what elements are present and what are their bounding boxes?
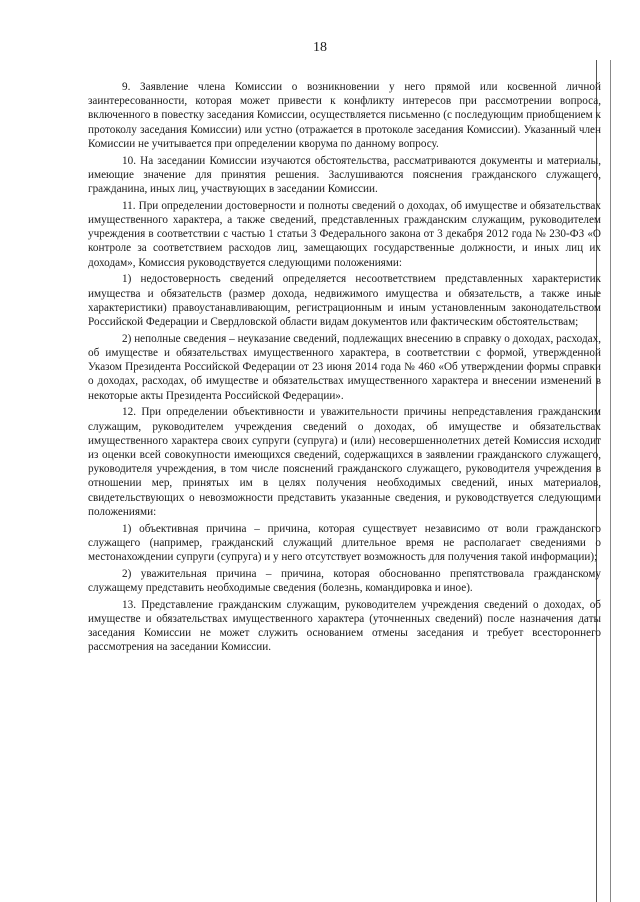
paragraph-11: 11. При определении достоверности и полноты сведений о доходах, об имуществе и обязательствах имущественного характера, а также сведений, представленных гражданским служащим, руководителем учреждения в соответствии с частью 1 статьи 3 Федерального закона от 3 декабря 2012 года № 230-ФЗ «О контроле за соответствием расходов лиц, замещающих государственные должности, и иных лиц их доходам», Комиссия руководствуется следующими положениями: [88, 199, 601, 269]
document-body [88, 80, 601, 657]
paragraph-12-item-2: 2) уважительная причина – причина, которая обоснованно препятствовала гражданскому служащему представить необходимые сведения (болезнь, командировка и иное). [88, 567, 601, 595]
scan-edge-line [610, 60, 611, 902]
paragraph-10: 10. На заседании Комиссии изучаются обстоятельства, рассматриваются документы и материалы, имеющие значение для принятия решения. Заслушиваются пояснения гражданского служащего, гражданина, иных лиц, участвующих в заседании Комиссии. [88, 154, 601, 196]
paragraph-12-item-1: 1) объективная причина – причина, которая существует независимо от воли гражданского служащего (например, гражданский служащий длительное время не располагает сведениями о местонахождении супруги (супруга) и у него отсутствует возможность для получения такой информации); [88, 522, 601, 564]
paragraph-11-item-2: 2) неполные сведения – неуказание сведений, подлежащих внесению в справку о доходах, расходах, об имуществе и обязательствах имущественного характера, в соответствии с формой, утвержденной Указом Президента Российской Федерации от 23 июня 2014 года № 460 «Об утверждении формы справки о доходах, расходах, об имуществе и обязательствах имущественного характера и внесении изменений в некоторые акты Президента Российской Федерации». [88, 332, 601, 402]
paragraph-9: 9. Заявление члена Комиссии о возникновении у него прямой или косвенной личной заинтересованности, которая может привести к конфликту интересов при рассмотрении вопроса, включенного в повестку заседания Комиссии, осуществляется письменно (с последующим приобщением к протоколу заседания Комиссии) или устно (отражается в протоколе заседания Комиссии). Указанный член Комиссии не учитывается при определении кворума по данному вопросу. [88, 81, 601, 150]
paragraph-13: 13. Представление гражданским служащим, руководителем учреждения сведений о доходах, об имуществе и обязательствах имущественного характера (уточненных сведений) после назначения даты заседания Комиссии не может служить основанием отмены заседания и требует всестороннего рассмотрения на заседании Комиссии. [88, 598, 601, 654]
paragraph-11-item-1: 1) недостоверность сведений определяется несоответствием представленных характеристик имущества и обязательств (размер дохода, недвижимого имущества и обязательств, а также иные характеристики) правоустанавливающим, регистрационным и иным установленным законодательством Российской Федерации и Свердловской области видам документов или фактическим обстоятельствам; [88, 273, 601, 329]
page-number: 18 [313, 40, 327, 55]
paragraph-12: 12. При определении объективности и уважительности причины непредставления гражданским служащим, руководителем учреждения сведений о доходах, об имуществе и обязательствах имущественного характера своих супруги (супруга) и (или) несовершеннолетних детей Комиссия исходит из оценки всей совокупности имеющихся сведений, содержащихся в заявлении гражданского служащего, руководителя учреждения, в том числе пояснений гражданского служащего, руководителя учреждения в отношении мер, принятых им в целях получения необходимых сведений, иных материалов, свидетельствующих о невозможности представить указанные сведения, и руководствуется следующими положениями: [88, 406, 601, 518]
